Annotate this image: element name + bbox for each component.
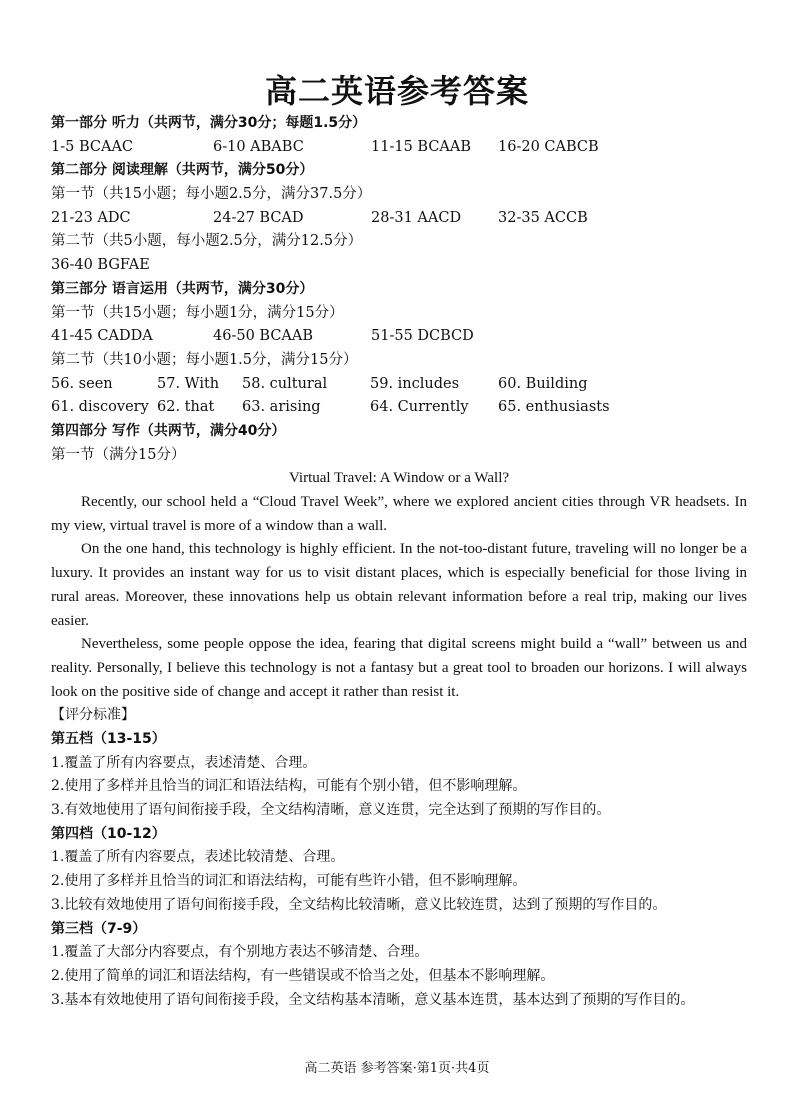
answer-group: 41-45 CADDA — [51, 328, 153, 345]
blank-answer: 64. Currently — [370, 399, 469, 416]
part4-heading: 第四部分 写作（共两节，满分40分） — [51, 422, 286, 439]
essay-paragraph: On the one hand, this technology is highly efficient. In the not-too-distant future, traveling will no longer be a luxury. It provides an instant way for us to visit distant places, which is especially beneficial for those living in rural areas. Moreover, these innovations help us obtain relevant information before a real trip, making our lives easier. — [51, 541, 747, 629]
part2-sec2-heading: 第二节（共5小题，每小题2.5分，满分12.5分） — [51, 233, 363, 250]
part1-heading: 第一部分 听力（共两节，满分30分；每题1.5分） — [51, 115, 367, 131]
answer-group: 11-15 BCAAB — [371, 138, 472, 155]
blank-answer: 60. Building — [498, 375, 588, 392]
blank-answer: 58. cultural — [242, 375, 328, 392]
criteria-item: 1.覆盖了大部分内容要点，有个别地方表达不够清楚、合理。 — [51, 944, 429, 961]
part2-sec1-heading: 第一节（共15小题；每小题2.5分，满分37.5分） — [51, 186, 372, 203]
grade4-heading: 第四档（10-12） — [51, 825, 166, 842]
part3-sec2-heading: 第二节（共10小题；每小题1.5分，满分15分） — [51, 351, 358, 368]
part2-heading: 第二部分 阅读理解（共两节，满分50分） — [51, 162, 314, 179]
grade5-heading: 第五档（13-15） — [51, 731, 166, 748]
part3-heading: 第三部分 语言运用（共两节，满分30分） — [51, 280, 314, 297]
essay-paragraph: Nevertheless, some people oppose the idea, fearing that digital screens might build a “wall” between us and reality. Personally, I believe this technology is not a fantasy but a great tool to broaden our horizons. I will always look on the positive side of change and accept it rather than resist it. — [51, 636, 747, 700]
part3-sec1-heading: 第一节（共15小题；每小题1分，满分15分） — [51, 304, 344, 321]
blank-answer: 61. discovery — [51, 399, 149, 416]
answer-group: 24-27 BCAD — [213, 209, 304, 226]
part3-sec2-row1 — [51, 373, 747, 397]
blank-answer: 57. With — [157, 375, 220, 392]
criteria-item: 1.覆盖了所有内容要点，表述清楚、合理。 — [51, 754, 317, 771]
answer-group: 46-50 BCAAB — [213, 328, 314, 345]
answer-content — [51, 112, 747, 1012]
answer-group: 21-23 ADC — [51, 209, 131, 226]
blank-answer: 62. that — [157, 399, 215, 416]
answer-group: 28-31 AACD — [371, 209, 462, 226]
criteria-item: 3.基本有效地使用了语句间衔接手段，全文结构基本清晰，意义基本连贯，基本达到了预期的写作目的。 — [51, 991, 695, 1008]
part2-sec1-answer-row — [51, 207, 747, 231]
answer-group: 36-40 BGFAE — [51, 257, 150, 274]
part3-sec2-row2 — [51, 396, 747, 420]
essay-paragraph: Recently, our school held a “Cloud Travel Week”, where we explored ancient cities through VR headsets. In my view, virtual travel is more of a window than a wall. — [51, 494, 747, 534]
scoring-heading: 【评分标准】 — [51, 707, 135, 724]
answer-group: 6-10 ABABC — [213, 138, 304, 155]
answer-group: 51-55 DCBCD — [371, 328, 474, 345]
criteria-item: 1.覆盖了所有内容要点，表述比较清楚、合理。 — [51, 849, 345, 866]
blank-answer: 56. seen — [51, 375, 113, 392]
page-title: 高二英语参考答案 — [264, 72, 529, 110]
essay-title: Virtual Travel: A Window or a Wall? — [288, 470, 510, 487]
grade3-heading: 第三档（7-9） — [51, 920, 147, 937]
page-footer: 高二英语 参考答案·第1页·共4页 — [304, 1061, 490, 1076]
criteria-item: 2.使用了多样并且恰当的词汇和语法结构，可能有个别小错，但不影响理解。 — [51, 778, 527, 795]
criteria-item: 2.使用了简单的词汇和语法结构，有一些错误或不恰当之处，但基本不影响理解。 — [51, 967, 555, 984]
blank-answer: 63. arising — [242, 399, 321, 416]
part4-sec1-heading: 第一节（满分15分） — [51, 446, 186, 463]
part2-sec2-answer-row — [51, 254, 747, 278]
part1-answer-row — [51, 136, 747, 160]
answer-group: 32-35 ACCB — [498, 209, 588, 226]
criteria-item: 3.有效地使用了语句间衔接手段，全文结构清晰，意义连贯，完全达到了预期的写作目的。 — [51, 802, 611, 819]
blank-answer: 65. enthusiasts — [498, 399, 610, 416]
criteria-item: 2.使用了多样并且恰当的词汇和语法结构，可能有些许小错，但不影响理解。 — [51, 873, 527, 890]
answer-group: 16-20 CABCB — [498, 138, 599, 155]
criteria-item: 3.比较有效地使用了语句间衔接手段，全文结构比较清晰，意义比较连贯，达到了预期的写作目的。 — [51, 896, 667, 913]
answer-group: 1-5 BCAAC — [51, 138, 134, 155]
part3-sec1-answer-row — [51, 325, 747, 349]
blank-answer: 59. includes — [370, 375, 460, 392]
